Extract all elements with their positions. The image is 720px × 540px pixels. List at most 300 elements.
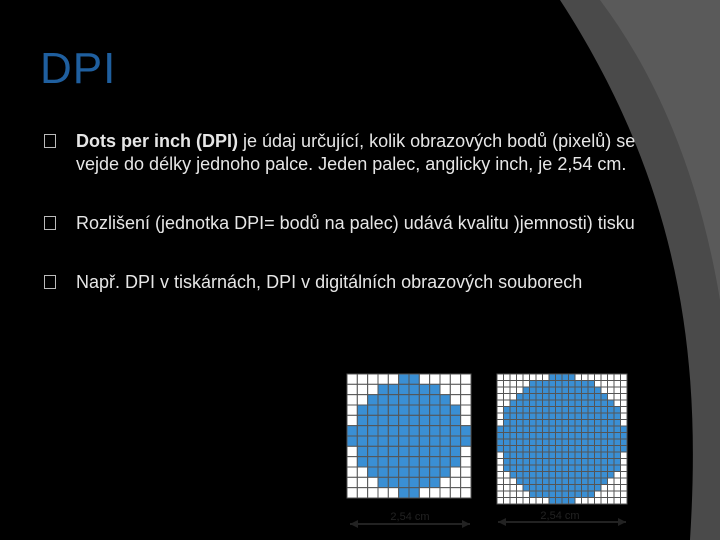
- pixel-cell-filled: [504, 452, 511, 459]
- pixel-cell-filled: [601, 446, 608, 453]
- pixel-cell-filled: [569, 420, 576, 427]
- pixel-cell-filled: [549, 465, 556, 472]
- pixel-cell-empty: [608, 498, 615, 505]
- pixel-cell-empty: [595, 381, 602, 388]
- pixel-cell-filled: [440, 426, 450, 436]
- pixel-cell-filled: [399, 477, 409, 487]
- pixel-cell-filled: [575, 394, 582, 401]
- pixel-cell-filled: [450, 415, 460, 425]
- pixel-cell-filled: [543, 400, 550, 407]
- pixel-cell-filled: [409, 457, 419, 467]
- pixel-cell-filled: [575, 452, 582, 459]
- pixel-cell-filled: [368, 405, 378, 415]
- pixel-cell-filled: [569, 439, 576, 446]
- pixel-cell-filled: [517, 433, 524, 440]
- pixel-cell-filled: [399, 436, 409, 446]
- pixel-cell-filled: [569, 465, 576, 472]
- pixel-cell-empty: [543, 374, 550, 381]
- pixel-cell-filled: [582, 491, 589, 498]
- pixel-cell-filled: [378, 395, 388, 405]
- pixel-cell-filled: [510, 446, 517, 453]
- pixel-cell-filled: [368, 415, 378, 425]
- pixel-cell-filled: [582, 472, 589, 479]
- pixel-cell-filled: [517, 420, 524, 427]
- pixel-cell-filled: [510, 426, 517, 433]
- pixel-cell-empty: [440, 374, 450, 384]
- pixel-cell-filled: [530, 426, 537, 433]
- pixel-cell-filled: [614, 439, 621, 446]
- pixel-cell-filled: [614, 420, 621, 427]
- pixel-cell-filled: [582, 465, 589, 472]
- pixel-cell-filled: [536, 465, 543, 472]
- pixel-cell-filled: [582, 387, 589, 394]
- pixel-cell-empty: [347, 477, 357, 487]
- pixel-cell-filled: [549, 459, 556, 466]
- pixel-cell-empty: [588, 498, 595, 505]
- pixel-cell-filled: [556, 465, 563, 472]
- pixel-cell-filled: [608, 452, 615, 459]
- pixel-cell-filled: [556, 387, 563, 394]
- pixel-cell-filled: [357, 426, 367, 436]
- pixel-cell-filled: [575, 413, 582, 420]
- pixel-cell-filled: [517, 426, 524, 433]
- pixel-cell-filled: [523, 478, 530, 485]
- pixel-cell-filled: [497, 439, 504, 446]
- pixel-cell-filled: [556, 485, 563, 492]
- pixel-cell-empty: [517, 381, 524, 388]
- pixel-cell-empty: [461, 395, 471, 405]
- pixel-cell-filled: [549, 485, 556, 492]
- pixel-cell-filled: [562, 407, 569, 414]
- pixel-cell-filled: [543, 465, 550, 472]
- pixel-cell-filled: [430, 457, 440, 467]
- pixel-cell-filled: [569, 433, 576, 440]
- pixel-cell-empty: [461, 467, 471, 477]
- pixel-cell-filled: [549, 387, 556, 394]
- pixel-cell-filled: [582, 381, 589, 388]
- bullet-text: je údaj určující, kolik obrazových bodů (pixelů) se vejde do délky jednoho palce. Jeden palec, anglicky inch, je 2,54 cm.: [76, 131, 636, 174]
- pixel-cell-filled: [530, 478, 537, 485]
- bullet-text: Např. DPI v tiskárnách, DPI v digitálních obrazových souborech: [76, 272, 583, 292]
- pixel-cell-filled: [582, 420, 589, 427]
- pixel-cell-filled: [543, 387, 550, 394]
- pixel-cell-filled: [595, 465, 602, 472]
- pixel-cell-filled: [549, 394, 556, 401]
- pixel-cell-filled: [536, 394, 543, 401]
- pixel-cell-filled: [569, 413, 576, 420]
- pixel-cell-empty: [450, 467, 460, 477]
- pixel-cell-filled: [595, 452, 602, 459]
- pixel-cell-filled: [549, 452, 556, 459]
- pixel-cell-filled: [569, 459, 576, 466]
- pixel-cell-filled: [504, 413, 511, 420]
- pixel-cell-filled: [549, 407, 556, 414]
- pixel-cell-filled: [556, 459, 563, 466]
- pixel-cell-filled: [368, 436, 378, 446]
- pixel-cell-filled: [595, 387, 602, 394]
- pixel-cell-filled: [562, 420, 569, 427]
- pixel-cell-empty: [347, 415, 357, 425]
- pixel-cell-filled: [388, 384, 398, 394]
- pixel-cell-filled: [523, 433, 530, 440]
- pixel-cell-empty: [497, 420, 504, 427]
- pixel-cell-filled: [543, 413, 550, 420]
- pixel-cell-filled: [621, 433, 628, 440]
- pixel-cell-filled: [419, 395, 429, 405]
- pixel-cell-empty: [614, 498, 621, 505]
- pixel-cell-filled: [595, 426, 602, 433]
- pixel-cell-filled: [569, 491, 576, 498]
- pixel-cell-filled: [517, 472, 524, 479]
- pixel-cell-empty: [614, 387, 621, 394]
- pixel-cell-filled: [595, 400, 602, 407]
- pixel-cell-filled: [388, 395, 398, 405]
- pixel-cell-filled: [562, 472, 569, 479]
- pixel-cell-empty: [461, 446, 471, 456]
- pixel-cell-filled: [543, 472, 550, 479]
- pixel-cell-empty: [504, 478, 511, 485]
- pixel-cell-empty: [608, 387, 615, 394]
- pixel-cell-empty: [368, 384, 378, 394]
- pixel-cell-empty: [510, 387, 517, 394]
- pixel-cell-filled: [419, 415, 429, 425]
- pixel-cell-filled: [543, 452, 550, 459]
- pixel-cell-filled: [536, 472, 543, 479]
- pixel-cell-filled: [510, 400, 517, 407]
- low-dpi-pixel-grid: [347, 374, 471, 498]
- pixel-cell-filled: [582, 452, 589, 459]
- pixel-cell-empty: [347, 374, 357, 384]
- pixel-cell-filled: [556, 400, 563, 407]
- pixel-cell-filled: [378, 384, 388, 394]
- pixel-cell-filled: [588, 400, 595, 407]
- pixel-cell-filled: [595, 478, 602, 485]
- pixel-cell-filled: [608, 426, 615, 433]
- pixel-cell-filled: [543, 381, 550, 388]
- pixel-cell-filled: [497, 446, 504, 453]
- pixel-cell-filled: [601, 459, 608, 466]
- pixel-cell-filled: [575, 459, 582, 466]
- pixel-cell-empty: [517, 498, 524, 505]
- pixel-cell-filled: [588, 491, 595, 498]
- pixel-cell-filled: [388, 467, 398, 477]
- pixel-cell-empty: [608, 478, 615, 485]
- pixel-cell-empty: [517, 485, 524, 492]
- pixel-cell-filled: [601, 433, 608, 440]
- pixel-cell-filled: [523, 413, 530, 420]
- pixel-cell-filled: [595, 485, 602, 492]
- pixel-cell-empty: [497, 485, 504, 492]
- pixel-cell-filled: [569, 498, 576, 505]
- pixel-cell-filled: [523, 452, 530, 459]
- pixel-cell-empty: [523, 374, 530, 381]
- pixel-cell-filled: [378, 436, 388, 446]
- pixel-cell-filled: [440, 415, 450, 425]
- pixel-cell-filled: [595, 394, 602, 401]
- pixel-cell-filled: [510, 433, 517, 440]
- pixel-cell-empty: [357, 488, 367, 498]
- pixel-cell-filled: [588, 478, 595, 485]
- pixel-cell-empty: [621, 498, 628, 505]
- pixel-cell-filled: [556, 394, 563, 401]
- pixel-cell-filled: [582, 459, 589, 466]
- pixel-cell-empty: [621, 491, 628, 498]
- pixel-cell-empty: [582, 374, 589, 381]
- pixel-cell-filled: [523, 400, 530, 407]
- pixel-cell-empty: [614, 374, 621, 381]
- pixel-cell-filled: [409, 467, 419, 477]
- pixel-cell-filled: [582, 413, 589, 420]
- pixel-cell-filled: [582, 394, 589, 401]
- pixel-cell-empty: [357, 477, 367, 487]
- pixel-cell-filled: [409, 477, 419, 487]
- pixel-cell-filled: [569, 394, 576, 401]
- pixel-cell-filled: [430, 477, 440, 487]
- pixel-cell-empty: [595, 491, 602, 498]
- pixel-cell-filled: [543, 446, 550, 453]
- pixel-cell-empty: [601, 498, 608, 505]
- pixel-cell-filled: [614, 446, 621, 453]
- pixel-cell-filled: [588, 439, 595, 446]
- pixel-cell-filled: [582, 439, 589, 446]
- pixel-cell-filled: [595, 420, 602, 427]
- pixel-cell-empty: [510, 491, 517, 498]
- pixel-cell-filled: [595, 472, 602, 479]
- pixel-cell-filled: [536, 459, 543, 466]
- pixel-cell-filled: [419, 405, 429, 415]
- pixel-cell-filled: [378, 457, 388, 467]
- pixel-cell-filled: [517, 465, 524, 472]
- pixel-cell-filled: [608, 446, 615, 453]
- pixel-cell-filled: [562, 459, 569, 466]
- pixel-cell-filled: [562, 394, 569, 401]
- pixel-cell-filled: [399, 426, 409, 436]
- pixel-cell-empty: [575, 374, 582, 381]
- pixel-cell-filled: [588, 420, 595, 427]
- pixel-cell-filled: [556, 420, 563, 427]
- pixel-cell-empty: [497, 459, 504, 466]
- pixel-cell-filled: [536, 400, 543, 407]
- pixel-cell-filled: [430, 436, 440, 446]
- pixel-cell-empty: [504, 374, 511, 381]
- pixel-cell-filled: [388, 477, 398, 487]
- pixel-cell-filled: [536, 381, 543, 388]
- pixel-cell-filled: [549, 400, 556, 407]
- pixel-cell-empty: [536, 374, 543, 381]
- pixel-cell-filled: [608, 413, 615, 420]
- pixel-cell-empty: [357, 374, 367, 384]
- pixel-cell-empty: [497, 407, 504, 414]
- pixel-cell-filled: [588, 452, 595, 459]
- pixel-cell-filled: [569, 485, 576, 492]
- pixel-cell-empty: [440, 384, 450, 394]
- pixel-cell-empty: [497, 394, 504, 401]
- pixel-cell-filled: [549, 472, 556, 479]
- pixel-cell-filled: [388, 436, 398, 446]
- pixel-cell-filled: [461, 426, 471, 436]
- pixel-cell-filled: [440, 436, 450, 446]
- pixel-cell-filled: [575, 407, 582, 414]
- pixel-cell-filled: [562, 374, 569, 381]
- pixel-cell-empty: [621, 381, 628, 388]
- pixel-cell-filled: [582, 407, 589, 414]
- pixel-cell-empty: [461, 405, 471, 415]
- pixel-cell-filled: [575, 433, 582, 440]
- pixel-cell-filled: [430, 405, 440, 415]
- pixel-cell-filled: [575, 381, 582, 388]
- pixel-cell-filled: [510, 413, 517, 420]
- pixel-cell-filled: [556, 446, 563, 453]
- pixel-cell-filled: [530, 472, 537, 479]
- pixel-cell-filled: [399, 415, 409, 425]
- pixel-cell-empty: [378, 374, 388, 384]
- pixel-cell-filled: [536, 413, 543, 420]
- pixel-cell-filled: [562, 439, 569, 446]
- pixel-cell-filled: [530, 446, 537, 453]
- pixel-cell-filled: [530, 420, 537, 427]
- pixel-cell-filled: [556, 433, 563, 440]
- pixel-cell-filled: [523, 446, 530, 453]
- pixel-cell-filled: [378, 415, 388, 425]
- pixel-cell-filled: [409, 405, 419, 415]
- pixel-cell-empty: [440, 477, 450, 487]
- pixel-cell-filled: [562, 446, 569, 453]
- pixel-cell-filled: [517, 446, 524, 453]
- pixel-cell-filled: [543, 394, 550, 401]
- pixel-cell-empty: [510, 394, 517, 401]
- pixel-cell-filled: [543, 491, 550, 498]
- pixel-cell-filled: [399, 395, 409, 405]
- pixel-cell-filled: [378, 426, 388, 436]
- pixel-cell-empty: [461, 477, 471, 487]
- pixel-cell-filled: [368, 426, 378, 436]
- pixel-cell-filled: [588, 394, 595, 401]
- pixel-cell-filled: [562, 413, 569, 420]
- pixel-cell-filled: [601, 452, 608, 459]
- pixel-cell-filled: [357, 457, 367, 467]
- pixel-cell-empty: [450, 395, 460, 405]
- pixel-cell-filled: [595, 459, 602, 466]
- pixel-cell-empty: [614, 491, 621, 498]
- pixel-cell-filled: [575, 420, 582, 427]
- pixel-cell-empty: [357, 467, 367, 477]
- pixel-cell-filled: [575, 439, 582, 446]
- pixel-cell-filled: [582, 426, 589, 433]
- pixel-cell-filled: [530, 485, 537, 492]
- pixel-cell-empty: [614, 394, 621, 401]
- pixel-cell-filled: [430, 384, 440, 394]
- pixel-cell-empty: [388, 488, 398, 498]
- pixel-cell-filled: [608, 400, 615, 407]
- pixel-cell-filled: [440, 467, 450, 477]
- pixel-cell-empty: [621, 374, 628, 381]
- pixel-cell-filled: [582, 433, 589, 440]
- pixel-cell-filled: [530, 465, 537, 472]
- pixel-cell-filled: [601, 400, 608, 407]
- pixel-cell-filled: [601, 420, 608, 427]
- pixel-cell-filled: [588, 446, 595, 453]
- pixel-cell-filled: [582, 485, 589, 492]
- pixel-cell-filled: [549, 374, 556, 381]
- pixel-cell-empty: [461, 374, 471, 384]
- pixel-cell-empty: [601, 491, 608, 498]
- pixel-cell-filled: [504, 426, 511, 433]
- pixel-cell-empty: [510, 478, 517, 485]
- pixel-cell-filled: [588, 387, 595, 394]
- pixel-cell-empty: [621, 452, 628, 459]
- pixel-cell-empty: [347, 384, 357, 394]
- pixel-cell-filled: [378, 446, 388, 456]
- pixel-cell-filled: [608, 465, 615, 472]
- pixel-cell-filled: [523, 394, 530, 401]
- pixel-cell-filled: [510, 465, 517, 472]
- pixel-cell-filled: [536, 426, 543, 433]
- pixel-cell-empty: [621, 420, 628, 427]
- pixel-cell-filled: [549, 433, 556, 440]
- pixel-cell-filled: [523, 407, 530, 414]
- pixel-cell-empty: [504, 394, 511, 401]
- pixel-cell-filled: [504, 459, 511, 466]
- pixel-cell-empty: [504, 491, 511, 498]
- pixel-cell-empty: [621, 472, 628, 479]
- pixel-cell-filled: [536, 433, 543, 440]
- pixel-cell-empty: [621, 465, 628, 472]
- pixel-cell-filled: [517, 413, 524, 420]
- pixel-cell-empty: [517, 387, 524, 394]
- pixel-cell-empty: [510, 381, 517, 388]
- pixel-cell-empty: [497, 478, 504, 485]
- pixel-cell-filled: [549, 439, 556, 446]
- pixel-cell-filled: [504, 420, 511, 427]
- pixel-cell-filled: [556, 478, 563, 485]
- pixel-cell-filled: [569, 478, 576, 485]
- pixel-cell-empty: [614, 478, 621, 485]
- right-dimension-label: 2,54 cm: [540, 510, 580, 522]
- pixel-cell-empty: [347, 446, 357, 456]
- pixel-cell-filled: [601, 407, 608, 414]
- pixel-cell-filled: [569, 452, 576, 459]
- pixel-cell-filled: [523, 426, 530, 433]
- pixel-cell-filled: [621, 439, 628, 446]
- pixel-cell-filled: [530, 381, 537, 388]
- pixel-cell-filled: [409, 436, 419, 446]
- pixel-cell-filled: [357, 446, 367, 456]
- pixel-cell-empty: [347, 395, 357, 405]
- pixel-cell-filled: [461, 436, 471, 446]
- pixel-cell-filled: [614, 407, 621, 414]
- pixel-cell-empty: [419, 488, 429, 498]
- pixel-cell-filled: [536, 446, 543, 453]
- pixel-cell-filled: [388, 426, 398, 436]
- pixel-cell-filled: [601, 426, 608, 433]
- pixel-cell-filled: [595, 413, 602, 420]
- pixel-cell-filled: [523, 472, 530, 479]
- pixel-cell-empty: [614, 381, 621, 388]
- pixel-cell-filled: [504, 465, 511, 472]
- pixel-cell-filled: [595, 446, 602, 453]
- pixel-cell-empty: [430, 488, 440, 498]
- pixel-cell-filled: [399, 384, 409, 394]
- pixel-cell-filled: [549, 498, 556, 505]
- pixel-cell-filled: [562, 452, 569, 459]
- pixel-cell-empty: [378, 488, 388, 498]
- pixel-cell-filled: [549, 381, 556, 388]
- pixel-cell-filled: [569, 400, 576, 407]
- pixel-cell-empty: [601, 387, 608, 394]
- pixel-cell-empty: [595, 374, 602, 381]
- left-dimension-label: 2,54 cm: [390, 511, 430, 523]
- pixel-cell-filled: [556, 413, 563, 420]
